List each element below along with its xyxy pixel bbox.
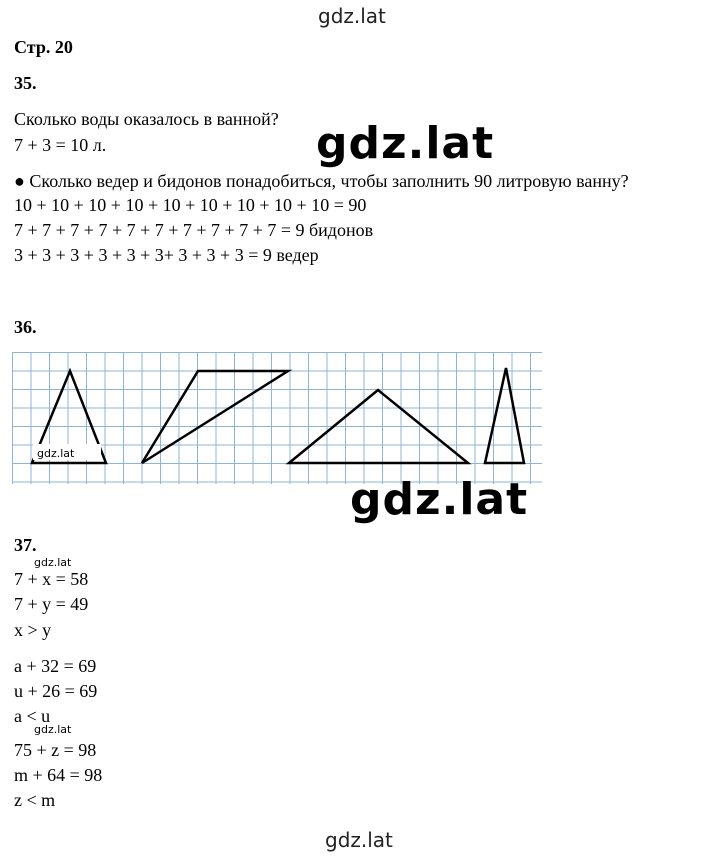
watermark-large-2: gdz.lat (350, 474, 529, 525)
watermark-large-1: gdz.lat (316, 118, 495, 169)
task-35-line-1: 10 + 10 + 10 + 10 + 10 + 10 + 10 + 10 + 10 = 90 (14, 195, 367, 215)
task-37-number: 37. (14, 535, 37, 555)
triangle-4 (485, 368, 524, 463)
task-35-question-1: Сколько воды оказалось в ванной? (14, 109, 279, 129)
task-37-line-5: u + 26 = 69 (14, 681, 98, 701)
task-36-number: 36. (14, 317, 37, 337)
triangles-grid-figure (12, 352, 542, 484)
watermark-bottom: gdz.lat (325, 828, 393, 852)
task-35-answer-1: 7 + 3 = 10 л. (14, 135, 107, 155)
task-37-line-4: a + 32 = 69 (14, 656, 97, 676)
task-37-line-9: z < m (14, 790, 56, 810)
watermark-small-1: gdz.lat (34, 556, 72, 569)
task-35-number: 35. (14, 73, 37, 93)
task-37-line-2: 7 + y = 49 (14, 594, 89, 614)
task-35-question-2: ● Сколько ведер и бидонов понадобиться, чтобы заполнить 90 литровую ванну? (14, 171, 629, 191)
task-37-line-3: x > y (14, 620, 52, 640)
watermark-small-2: gdz.lat (34, 723, 72, 736)
triangle-2 (142, 371, 288, 463)
watermark-grid: gdz.lat (37, 447, 75, 460)
task-37-line-8: m + 64 = 98 (14, 765, 103, 785)
task-37-line-6: a < u (14, 706, 51, 726)
task-37-line-1: 7 + x = 58 (14, 569, 89, 589)
task-35-line-3: 3 + 3 + 3 + 3 + 3 + 3+ 3 + 3 + 3 = 9 ведер (14, 245, 319, 265)
task-37-line-7: 75 + z = 98 (14, 740, 97, 760)
watermark-top: gdz.lat (318, 4, 386, 28)
task-35-line-2: 7 + 7 + 7 + 7 + 7 + 7 + 7 + 7 + 7 + 7 = 9 бидонов (14, 220, 374, 240)
page-label: Стр. 20 (14, 37, 73, 57)
